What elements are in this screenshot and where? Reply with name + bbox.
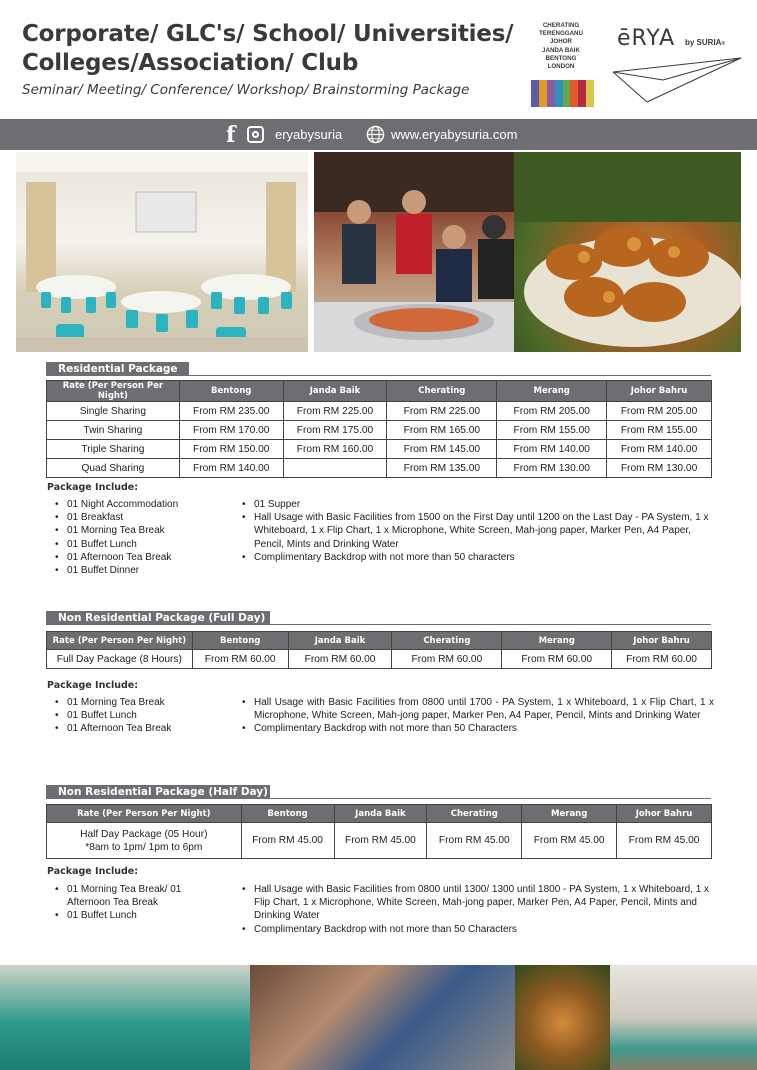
list-item: • 01 Afternoon Tea Break xyxy=(55,551,235,564)
location-item: JOHOR xyxy=(549,38,572,46)
room-type-cell: Single Sharing xyxy=(47,402,180,421)
price-cell: From RM 45.00 xyxy=(522,823,617,859)
column-header: Bentong xyxy=(241,805,334,823)
social-handle[interactable]: eryabysuria xyxy=(275,127,343,142)
price-cell xyxy=(283,459,387,478)
title-line-1: Corporate/ GLC's/ School/ Universities/ xyxy=(22,21,514,47)
price-cell: From RM 225.00 xyxy=(387,402,497,421)
list-item: • Hall Usage with Basic Facilities from 0800 until 1700 - PA System, 1 x Whiteboard, 1 x Flip Chart, 1 x Microphone, White Screen, Mah-jong paper, Marker Pen, A4 Paper, Pencil, Mints and Drinking Water xyxy=(242,696,714,722)
price-cell: From RM 170.00 xyxy=(179,421,283,440)
column-header: Bentong xyxy=(192,632,288,650)
column-header: Cherating xyxy=(392,632,502,650)
list-item: • 01 Buffet Lunch xyxy=(55,538,235,551)
color-swatch xyxy=(555,80,563,107)
location-item: CHERATING xyxy=(542,22,580,29)
price-cell: From RM 140.00 xyxy=(179,459,283,478)
full-day-include-list-right xyxy=(242,696,714,736)
price-cell: From RM 140.00 xyxy=(607,440,712,459)
full-day-section-label: Non Residential Package (Full Day) xyxy=(46,611,270,625)
price-cell: From RM 45.00 xyxy=(617,823,712,859)
table-row xyxy=(47,823,712,859)
residential-include-list-left xyxy=(55,498,235,577)
column-header: Cherating xyxy=(427,805,522,823)
website-link[interactable]: www.eryabysuria.com xyxy=(391,127,518,142)
price-cell: From RM 60.00 xyxy=(288,650,392,669)
package-include-title: Package Include: xyxy=(47,866,139,877)
logo-subtitle: by SURIA® xyxy=(685,38,726,47)
column-header: Cherating xyxy=(387,381,497,402)
price-cell: From RM 45.00 xyxy=(334,823,427,859)
package-hours: *8am to 1pm/ 1pm to 6pm xyxy=(85,841,203,853)
half-day-include-list-right xyxy=(242,883,714,936)
price-cell: From RM 150.00 xyxy=(179,440,283,459)
price-cell: From RM 155.00 xyxy=(497,421,607,440)
group-dining-photo xyxy=(250,965,515,1070)
globe-icon xyxy=(366,125,385,144)
package-name-cell: Full Day Package (8 Hours) xyxy=(47,650,193,669)
half-day-include-list-left xyxy=(55,883,205,923)
color-swatch xyxy=(547,80,555,107)
price-cell: From RM 130.00 xyxy=(607,459,712,478)
buffet-guests-illustration xyxy=(314,152,514,352)
room-type-cell: Quad Sharing xyxy=(47,459,180,478)
table-header-row xyxy=(47,632,712,650)
list-item: • Complimentary Backdrop with not more than 50 Characters xyxy=(242,923,714,936)
list-item: • 01 Buffet Lunch xyxy=(55,709,235,722)
section-divider xyxy=(46,624,711,625)
color-swatch xyxy=(563,80,571,107)
table-header-row xyxy=(47,381,712,402)
hall-seating-photo xyxy=(0,965,250,1070)
price-cell: From RM 45.00 xyxy=(427,823,522,859)
section-divider xyxy=(46,375,711,376)
list-item: • 01 Buffet Lunch xyxy=(55,909,205,922)
erya-logo xyxy=(603,18,749,108)
price-cell: From RM 130.00 xyxy=(497,459,607,478)
list-item: • Complimentary Backdrop with not more than 50 characters xyxy=(242,551,714,564)
column-header: Janda Baik xyxy=(334,805,427,823)
price-cell: From RM 175.00 xyxy=(283,421,387,440)
column-header: Janda Baik xyxy=(288,632,392,650)
half-day-section-label: Non Residential Package (Half Day) xyxy=(46,785,270,799)
price-cell: From RM 60.00 xyxy=(392,650,502,669)
color-swatch xyxy=(570,80,578,107)
banquet-hall-photo xyxy=(610,965,757,1070)
bottom-photo-strip xyxy=(0,965,757,1070)
column-header: Johor Bahru xyxy=(617,805,712,823)
logo-wordmark: ēRYA xyxy=(617,26,676,51)
color-swatch xyxy=(539,80,547,107)
half-day-rate-table xyxy=(46,804,712,859)
price-cell: From RM 60.00 xyxy=(612,650,712,669)
color-swatch xyxy=(531,80,539,107)
price-cell: From RM 145.00 xyxy=(387,440,497,459)
list-item: • 01 Breakfast xyxy=(55,511,235,524)
column-header: Janda Baik xyxy=(283,381,387,402)
table-row xyxy=(47,459,712,478)
food-dish-photo xyxy=(514,152,741,352)
price-cell: From RM 60.00 xyxy=(502,650,612,669)
table-row xyxy=(47,440,712,459)
logo-paper-plane-icon xyxy=(613,54,743,104)
column-header: Merang xyxy=(522,805,617,823)
color-swatch xyxy=(586,80,594,107)
location-item: BENTONG xyxy=(545,54,577,62)
price-cell: From RM 225.00 xyxy=(283,402,387,421)
table-row xyxy=(47,402,712,421)
page-subtitle: Seminar/ Meeting/ Conference/ Workshop/ Brainstorming Package xyxy=(22,82,470,98)
page-title xyxy=(22,20,513,78)
section-divider xyxy=(46,798,711,799)
food-closeup-photo xyxy=(515,965,610,1070)
price-cell: From RM 205.00 xyxy=(607,402,712,421)
location-item: JANDA BAIK xyxy=(542,46,580,54)
column-header: Johor Bahru xyxy=(612,632,712,650)
list-item: • 01 Morning Tea Break xyxy=(55,696,235,709)
table-row xyxy=(47,650,712,669)
facebook-icon[interactable]: f xyxy=(226,122,236,148)
column-header: Bentong xyxy=(179,381,283,402)
column-header: Merang xyxy=(497,381,607,402)
list-item: • 01 Morning Tea Break/ 01 Afternoon Tea Break xyxy=(55,883,205,909)
price-cell: From RM 140.00 xyxy=(497,440,607,459)
full-day-include-list-left xyxy=(55,696,235,736)
list-item: • 01 Buffet Dinner xyxy=(55,564,235,577)
list-item: • 01 Supper xyxy=(242,498,714,511)
column-header: Rate (Per Person Per Night) xyxy=(47,805,242,823)
list-item: • Complimentary Backdrop with not more than 50 Characters xyxy=(242,722,714,735)
price-cell: From RM 155.00 xyxy=(607,421,712,440)
location-color-bar xyxy=(531,80,594,107)
package-include-title: Package Include: xyxy=(47,680,139,691)
package-include-title: Package Include: xyxy=(47,482,139,493)
room-type-cell: Triple Sharing xyxy=(47,440,180,459)
price-cell: From RM 205.00 xyxy=(497,402,607,421)
buffet-guests-photo xyxy=(314,152,514,352)
residential-include-list-right xyxy=(242,498,714,564)
column-header: Rate (Per Person Per Night) xyxy=(47,632,193,650)
price-cell: From RM 160.00 xyxy=(283,440,387,459)
meeting-room-illustration xyxy=(16,152,308,352)
list-item: • Hall Usage with Basic Facilities from 1500 on the First Day until 1200 on the Last Day - PA System, 1 x Whiteboard, 1 x Flip Chart, 1 x Microphone, White Screen, Mah-jong paper, Marker Pen, A4 Paper, Pencil, Mints and Drinking Water xyxy=(242,511,714,551)
social-bar xyxy=(0,119,757,150)
header xyxy=(0,0,757,116)
location-item: LONDON xyxy=(547,63,575,71)
residential-section-label: Residential Package xyxy=(46,362,189,376)
list-item: • 01 Morning Tea Break xyxy=(55,524,235,537)
color-swatch xyxy=(578,80,586,107)
price-cell: From RM 165.00 xyxy=(387,421,497,440)
package-name: Half Day Package (05 Hour) xyxy=(80,828,208,840)
food-dish-illustration xyxy=(514,152,741,352)
price-cell: From RM 60.00 xyxy=(192,650,288,669)
list-item: • 01 Afternoon Tea Break xyxy=(55,722,235,735)
location-item: TERENGGANU xyxy=(538,30,583,38)
list-item: • Hall Usage with Basic Facilities from 0800 until 1300/ 1300 until 1800 - PA System, 1 x Whiteboard, 1 x Flip Chart, 1 x Microphone, White Screen, Mah-jong paper, Marker Pen, A4 Paper, Pencil, Mints and Drinking Water xyxy=(242,883,714,923)
location-list xyxy=(531,22,591,71)
title-line-2: Colleges/Association/ Club xyxy=(22,50,359,76)
room-type-cell: Twin Sharing xyxy=(47,421,180,440)
column-header: Johor Bahru xyxy=(607,381,712,402)
list-item: • 01 Night Accommodation xyxy=(55,498,235,511)
column-header: Merang xyxy=(502,632,612,650)
instagram-icon[interactable] xyxy=(247,126,264,143)
price-cell: From RM 45.00 xyxy=(241,823,334,859)
full-day-rate-table xyxy=(46,631,712,669)
price-cell: From RM 235.00 xyxy=(179,402,283,421)
package-name-cell xyxy=(47,823,242,859)
column-header: Rate (Per Person Per Night) xyxy=(47,381,180,402)
price-cell: From RM 135.00 xyxy=(387,459,497,478)
table-header-row xyxy=(47,805,712,823)
residential-rate-table xyxy=(46,380,712,478)
meeting-room-photo xyxy=(16,152,308,352)
table-row xyxy=(47,421,712,440)
